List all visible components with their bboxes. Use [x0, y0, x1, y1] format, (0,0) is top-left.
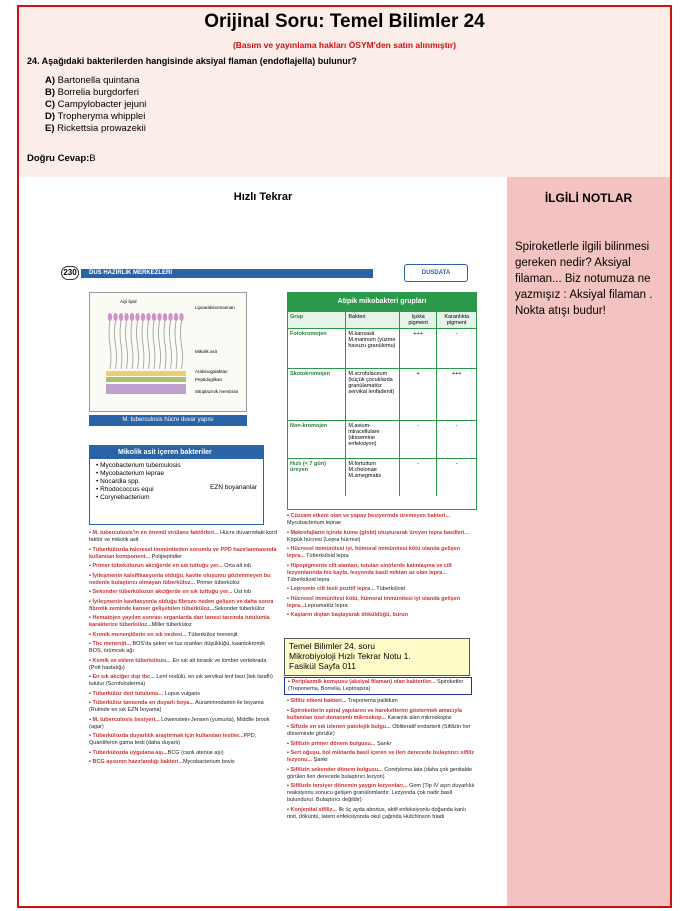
table-cell: - — [436, 329, 476, 368]
table-cell: +++ — [436, 369, 476, 420]
mycolic-box — [89, 445, 264, 525]
bullet-key: Hipopigmente cilt alanları, tutulan sinirlerde kalınlaşma ve cilt lezyonlarında his kaybı, lezyonda basil miktarı az olan lepra... — [287, 562, 452, 576]
question-header — [19, 7, 670, 177]
bullet-item: • BCG aşısının hazırlandığı bakteri...Mycobacterium bovis — [89, 759, 235, 765]
bullet-value: Obliteratif endarterit (Sifilizin her döneminde görülür) — [287, 724, 471, 737]
mycolic-side-note: EZN boyananlar — [210, 484, 257, 491]
bullet-key: BCG aşısının hazırlandığı bakteri... — [92, 759, 183, 765]
table-title: Atipik mikobakteri grupları — [288, 293, 476, 311]
bullet-value: Treponema pallidum — [346, 698, 398, 704]
correct-answer — [27, 153, 96, 164]
list-item: • Nocardia spp. — [96, 478, 141, 485]
bullet-value: Tüberküloid lepra — [304, 553, 349, 559]
answer-value: B — [89, 153, 96, 164]
bullet-item: • Kronik menenjitlerin en sık nedeni... Tüberküloz menenjit — [89, 631, 238, 638]
callout-line: Fasikül Sayfa 011 — [289, 661, 356, 671]
bullet-key: Spiroketlerin spiral yapılarını ve hareketlerini göstermek amacıyla kullanılan özel donanımlı mikroskop... — [287, 707, 462, 721]
label-arabinogalactan: Arabinogalaktan — [195, 369, 228, 374]
bullet-value: BOS'da şeker ve tuz oranları düşüklüğü, kaantokromik BOS, örümcek ağı — [89, 641, 266, 654]
options-list — [45, 75, 146, 135]
bullet-item: • Kaşların dıştan başlayarak döküldüğü, burun — [287, 612, 409, 618]
bullet-value: Löwenstein-Jensen (yumurta), Middlle brook (agar) — [89, 716, 270, 730]
acyl-lipid-head — [141, 313, 145, 321]
bullet-item: • Tüberkülozda hücresel immüniteden sorumlu ve PPD hazırlanmasında kullanılan komponent... Polipeptidler — [89, 546, 277, 560]
right-bullets-top — [287, 513, 475, 638]
bullet-value: Orta alt lob — [222, 563, 252, 569]
bullet-item: • Hematojen yayılım sonrası organlarda darı tanesi tarzında tutulumla karakterize tüberküloz...Miller tüberküloz — [89, 615, 270, 628]
cell-wall-diagram — [89, 292, 247, 412]
option-letter: A) — [45, 75, 56, 86]
bullet-value: Şankr — [375, 740, 392, 747]
mycolic-strand — [109, 321, 111, 369]
option-c[interactable] — [45, 99, 146, 111]
bullet-key: Sifilizde tersiyer dönemin yaygın lezyonları... — [290, 783, 408, 789]
acyl-lipid-head — [179, 313, 183, 321]
mycolic-strand — [159, 321, 161, 369]
list-item: • Corynebacterium — [96, 494, 150, 501]
bullet-key: Tüberkülozda hücresel immüniteden sorumlu ve PPD hazırlanmasında kullanılan komponent... — [89, 546, 277, 560]
acyl-lipid-head — [108, 313, 112, 321]
option-letter: B) — [45, 87, 56, 98]
label-membrane: Sitoplazmik membran — [195, 389, 239, 394]
bullet-value: İlk üç ayda abortus, aktif enfeksiyonlu doğanda kanlı rinit, döküntü, latent enfeksiyonda okul çağında Hutchinson triadı — [287, 806, 466, 820]
bullet-key: İyileşmenin kavitasyonla olduğu fibrozo neden gelişen ve daha sonra fibrotik zeminde kanser gelişebilen tüberküloz... — [89, 598, 274, 612]
table-cell: Fotokromojen — [290, 331, 327, 337]
bullet-item: • Sifilizin primer dönem bulgusu... Şankr — [287, 740, 392, 747]
mycolic-strand — [148, 321, 150, 369]
question-frame — [17, 5, 672, 908]
page-number: 230 — [61, 266, 79, 280]
notes-body: Spiroketlerle ilgili bilinmesi gereken nedir? Aksiyal filaman... Biz notumuza ne yazmışız : Aksiyal filaman . Nokta atışı budur! — [515, 241, 653, 317]
mycolic-strand — [170, 321, 172, 369]
table-cell: Non-kromojen — [290, 423, 328, 429]
membrane-layer — [106, 384, 186, 394]
acyl-lipid-head — [135, 313, 139, 321]
bullet-item: • Konjenital sifiliz... İlk üç ayda abortus, aktif enfeksiyonlu doğanda kanlı rinit, döküntü, latent enfeksiyonda okul çağında Hutchinson triadı — [287, 806, 466, 820]
bullet-value: Tüberküloid — [374, 586, 405, 592]
callout-line: Mikrobiyoloji Hızlı Tekrar Notu 1. — [289, 651, 411, 661]
acyl-lipid-head — [157, 313, 161, 321]
bullet-key: Lepromin cilt testi pozitif lepra... — [290, 586, 375, 592]
callout-line: Temel Bilimler 24. soru — [289, 641, 375, 651]
acyl-lipid-head — [174, 313, 178, 321]
mycolic-strand — [137, 321, 139, 369]
bullet-item: • En sık akciğer dışı tbc... Lenf nodülü, en sık servikal lenf bezi (tek taraflı) tutulur (Scrofuloderma) — [89, 674, 273, 687]
atypical-table — [287, 292, 477, 510]
bullet-item: • Kemik ve eklem tüberkülozu... En sık alt torasik ve lomber vertebrada (Pott hastalığı) — [89, 657, 267, 671]
table-cell: +++ — [399, 329, 437, 368]
bullet-item: • İyileşmenin kalsifikasyonla olduğu, kavite oluşumu gözlenmeyen bu nedenle bulaştırıcı olmayan tüberküloz... Primer tüberküloz — [89, 572, 271, 586]
table-cell: M.fortuitum M.chelonae M.smegmatis — [345, 459, 398, 496]
bullet-key: Tüberkülozda duyarlılık araştırmak için kullanılan testler... — [92, 733, 244, 739]
peptidoglycan-layer — [106, 377, 186, 382]
bullet-value: Condyloma lata (daha çok genitalde görülen ileri derecede bulaştırıcı lezyon) — [287, 766, 473, 780]
bullet-value: Köpük hücresi (Lepra hücresi) — [287, 536, 361, 543]
table-cell: + — [399, 369, 437, 420]
bullet-key: Sekonder tüberkülozun akciğerde en sık tuttuğu yer... — [92, 589, 233, 595]
mycolic-strand — [120, 321, 122, 369]
acyl-lipid-head — [113, 313, 117, 321]
cell-wall-illustration — [90, 293, 246, 411]
bullet-value: Lenf nodülü, en sık servikal lenf bezi (tek taraflı) tutulur (Scrofuloderma) — [89, 674, 273, 687]
option-e[interactable] — [45, 123, 146, 135]
mycolic-strand — [115, 321, 117, 369]
bullet-item: • Tüberkülozda duyarlılık araştırmak için kullanılan testler...PPD, Quantiferon gama testi (daha duyarlı) — [89, 733, 257, 746]
bullet-key: M. tuberculosis besiyeri... — [92, 716, 160, 723]
option-b[interactable] — [45, 87, 146, 99]
rights-notice: (Basım ve yayınlama hakları ÖSYM'den satın alınmıştır) — [232, 40, 457, 50]
mycolic-strand — [175, 321, 177, 369]
label-mycolic: Mikolik asit — [195, 349, 218, 354]
bullet-item: • Hücresel immünitesi kötü, hümoral immünitesi iyi olanda gelişen lepra...Lepramatöz lepra — [287, 595, 461, 609]
table-cell: - — [436, 459, 476, 496]
textbook-page — [59, 260, 477, 870]
publisher-logo: DUSDATA — [404, 264, 468, 282]
bullet-value: Tüberküloid lepra — [287, 576, 330, 583]
option-d[interactable] — [45, 111, 146, 123]
bullet-key: Sert oğuşu, bol miktarda basil içeren ve ileri derecede bulaştırıcı sifiliz lezyonu... — [287, 750, 475, 763]
bullet-value: Karanlık alan mikroskopisi — [386, 714, 452, 721]
bullet-value: Üst lob — [232, 589, 252, 595]
bullet-value: Mycobacterium leprae — [287, 520, 342, 526]
question-text: 24. Aşağıdaki bakterilerden hangisinde aksiyal flaman (endoflajella) bulunur? — [27, 56, 357, 66]
bullet-value: Lupus vulgaris — [163, 690, 201, 697]
bullet-key: Tüberküloz deri tutulumu... — [92, 690, 164, 697]
review-title: Hızlı Tekrar — [233, 191, 293, 203]
option-text: Campylobacter jejuni — [57, 99, 147, 110]
table-row — [288, 420, 476, 458]
table-cell: M.avium-intracellulare (dissemine enfeksiyon) — [345, 421, 398, 458]
mycolic-strand — [164, 321, 166, 369]
bullet-item: • Tüberküloz tanısında en duyarlı boya... Auraminrodamin ile boyama (Rutinde en sık EZN boyama) — [89, 700, 264, 713]
bullet-item: • Tüberkülozda uygulana aşı...BCG (canlı atenüe aşı) — [89, 749, 224, 756]
table-cell: - — [436, 421, 476, 458]
bullet-value: Spiroketler (Treponema, Borrelia, Leptospira) — [288, 679, 464, 692]
bullet-key: İyileşmenin kalsifikasyonla olduğu, kavite oluşumu gözlenmeyen bu nedenle bulaştırıcı olmayan tüberküloz... — [89, 572, 271, 586]
page-header-bar: DUS HAZIRLIK MERKEZLERİ — [81, 269, 373, 278]
acyl-lipid-head — [146, 313, 150, 321]
bullet-key: Sifilizin primer dönem bulgusu... — [290, 740, 376, 747]
label-acyl-lipid: Açil lipid — [120, 299, 137, 304]
bullet-item: • Sekonder tüberkülozun akciğerde en sık tuttuğu yer... Üst lob — [89, 589, 252, 595]
bullet-key: Cüzzam etkeni olan ve yapay besiyerinde üremeyen bakteri... — [290, 513, 451, 519]
list-item: • Mycobacterium tuberculosis — [96, 462, 181, 469]
bullet-value: Sekonder tüberküloz — [214, 605, 265, 612]
bullet-item: • Makrofajların içinde küme (globi) oluşturarak üreyen lepra basilleri... Köpük hücresi (Lepra hücresi) — [287, 529, 469, 543]
bullet-key: Hücresel immünitesi iyi, hümoral immünitesi kötü olanda gelişen lepra... — [287, 546, 461, 559]
bullet-value: Şankr — [312, 757, 328, 763]
bullet-key: Tüberküloz tanısında en duyarlı boya... — [92, 700, 194, 706]
bullet-key: Tüberkülozda uygulana aşı... — [92, 749, 168, 756]
table-row — [288, 458, 476, 496]
table-header: Karanlıkta pigment — [436, 312, 476, 328]
bullet-key: En sık akciğer dışı tbc... — [92, 674, 155, 680]
acyl-lipid-head — [119, 313, 123, 321]
bullet-item: • Spiroketlerin spiral yapılarını ve hareketlerini göstermek amacıyla kullanılan özel donanımlı mikroskop... Karanlık alan mikroskopisi — [287, 707, 462, 721]
bullet-key: Kemik ve eklem tüberkülozu... — [92, 657, 172, 664]
bullet-key: Hücresel immünitesi kötü, hümoral immünitesi iyi olanda gelişen lepra... — [287, 595, 461, 609]
bullet-value: Primer tüberküloz — [195, 579, 240, 586]
bullet-key: Konjenital sifiliz... — [290, 806, 337, 813]
bullet-value: Tüberküloz menenjit — [186, 631, 238, 638]
bullet-value: Hücre duvarındaki kord faktör ve mikolik asit — [89, 530, 277, 543]
acyl-lipid-head — [124, 313, 128, 321]
bullet-item: • Tüberküloz deri tutulumu... Lupus vulgaris — [89, 690, 201, 697]
source-callout — [284, 638, 470, 676]
bullet-key: Sifiliz etkeni bakteri... — [290, 698, 347, 704]
bullet-key: Kronik menenjitlerin en sık nedeni... — [92, 631, 187, 638]
bullet-item: • Sifilizde tersiyer dönemin yaygın lezyonları... Gom (Tip IV aşırı duyarlılık reaksiyonu sonucu gelişen granülomlardır. Lezyonda çok nadir basil bulundurur. Bulaştırıcı değildir) — [287, 783, 475, 803]
bullet-value: Polipeptidler — [150, 553, 182, 560]
table-cell: Skotokromojen — [290, 371, 331, 377]
mycolic-strand — [126, 321, 128, 369]
mycolic-title: Mikolik asit içeren bakteriler — [90, 446, 263, 459]
label-peptidoglycan: Peptidoglikan — [195, 377, 223, 382]
bullet-item: • Cüzzam etkeni olan ve yapay besiyerinde üremeyen bakteri... Mycobacterium leprae — [287, 513, 451, 526]
table-header: Grup — [290, 314, 304, 320]
highlight-text: • Periplazmik komşusu (aksiyal filaman) olan bakteriler... Spiroketler (Treponema, Borrelia, Leptospira) — [288, 679, 464, 692]
notes-panel — [507, 177, 670, 906]
acyl-lipid-head — [163, 313, 167, 321]
bullet-item: • Sert oğuşu, bol miktarda basil içeren ve ileri derecede bulaştırıcı sifiliz lezyonu... Şankr — [287, 750, 475, 763]
option-text: Bartonella quintana — [57, 75, 140, 86]
bullet-item: • Hipopigmente cilt alanları, tutulan sinirlerde kalınlaşma ve cilt lezyonlarında his kaybı, lezyonda basil miktarı az olan lepra... Tüberküloid lepra — [287, 562, 452, 583]
table-header: Bakteri — [345, 312, 398, 328]
bullet-value: Miller tüberküloz — [151, 622, 192, 628]
list-item: • Mycobacterium leprae — [96, 470, 165, 477]
bullet-item: • Sifilizin sekonder dönem bulgusu... Condyloma lata (daha çok genitalde görülen ileri derecede bulaştırıcı lezyon) — [287, 766, 473, 780]
bullet-item: • Tbc menenjit... BOS'da şeker ve tuz oranları düşüklüğü, kaantokromik BOS, örümcek ağı — [89, 641, 266, 654]
bullet-value: Lepramatöz lepra — [304, 602, 348, 609]
bullet-key: Sifilizin sekonder dönem bulgusu... — [290, 766, 383, 773]
acyl-lipid-head — [152, 313, 156, 321]
mycolic-strand — [131, 321, 133, 369]
bullet-value: BCG (canlı atenüe aşı) — [167, 749, 224, 756]
bullet-value: PPD, Quantiferon gama testi (daha duyarlı) — [89, 733, 257, 746]
bullet-item: • Sifizde en sık izlenen patolojik bulgu... Obliteratif endarterit (Sifilizin her döneminde görülür) — [287, 724, 471, 737]
page-title: Orijinal Soru: Temel Bilimler 24 — [204, 11, 485, 32]
highlighted-note — [284, 677, 472, 695]
mycolic-strand — [153, 321, 155, 369]
option-letter: D) — [45, 111, 56, 122]
option-letter: C) — [45, 99, 56, 110]
list-item: • Rhodococcus equi — [96, 486, 154, 493]
mycolic-strand — [181, 321, 183, 369]
option-text: Borrelia burgdorferi — [57, 87, 139, 98]
bullet-item: • Sifiliz etkeni bakteri... Treponema pallidum — [287, 698, 398, 704]
bullet-key: M. tuberculosis'in en önemli virülans faktörleri... — [92, 530, 219, 536]
table-row — [288, 368, 476, 420]
table-cell: M.scrofulaceum (küçük çocuklarda granülamatöz servikal lenfadenit) — [345, 369, 398, 420]
diagram-caption: M. tuberculosis hücre duvar yapısı — [89, 415, 247, 426]
bullet-item: • M. tuberculosis besiyeri... Löwenstein-Jensen (yumurta), Middlle brook (agar) — [89, 716, 270, 730]
table-header-row — [288, 311, 476, 328]
table-cell: - — [399, 459, 437, 496]
bullet-key: Makrofajların içinde küme (globi) oluşturarak üreyen lepra basilleri... — [290, 529, 469, 536]
acyl-lipid-head — [130, 313, 134, 321]
answer-label: Doğru Cevap: — [27, 153, 90, 164]
table-row — [288, 328, 476, 368]
left-bullets — [89, 530, 277, 769]
bullet-key: Hematojen yayılım sonrası organlarda darı tanesi tarzında tutulumla karakterize tüberküloz... — [89, 615, 270, 628]
bullet-value: Mycobacterium bovis — [182, 759, 235, 765]
bullet-key: Primer tübekülozun akciğerde en sık tuttuğu yer... — [92, 563, 223, 569]
mycolic-strand — [142, 321, 144, 369]
table-cell: - — [399, 421, 437, 458]
bullet-key: Periplazmik komşusu (aksiyal filaman) olan bakteriler... — [291, 679, 436, 685]
option-letter: E) — [45, 123, 55, 134]
bullet-key: Kaşların dıştan başlayarak döküldüğü, burun — [290, 612, 409, 618]
label-lam: Lipoarabinomannan — [195, 305, 235, 310]
bullet-value: En sık alt torasik ve lomber vertebrada (Pott hastalığı) — [89, 657, 267, 671]
bullet-item: • Hücresel immünitesi iyi, hümoral immünitesi kötü olanda gelişen lepra... Tüberküloid lepra — [287, 546, 461, 559]
bullet-value: Gom (Tip IV aşırı duyarlılık reaksiyonu sonucu gelişen granülomlardır. Lezyonda çok nadir basil bulundurur. Bulaştırıcı değildir) — [287, 783, 475, 803]
bullet-item: • Primer tübekülozun akciğerde en sık tuttuğu yer... Orta alt lob — [89, 563, 252, 569]
bullet-item: • M. tuberculosis'in en önemli virülans faktörleri... Hücre duvarındaki kord faktör ve mikolik asit — [89, 530, 277, 543]
bullet-value: Auraminrodamin ile boyama (Rutinde en sık EZN boyama) — [89, 700, 264, 713]
right-bullets-bottom — [287, 698, 475, 823]
option-text: Rickettsia prowazekii — [57, 123, 146, 134]
notes-title: İLGİLİ NOTLAR — [544, 191, 633, 205]
arabinogalactan-layer — [106, 371, 186, 376]
bullet-item: • Lepromin cilt testi pozitif lepra... Tüberküloid — [287, 586, 405, 592]
option-text: Tropheryma whipplei — [57, 111, 146, 122]
mycolic-list — [90, 459, 263, 502]
acyl-lipid-head — [168, 313, 172, 321]
bullet-key: Sifizde en sık izlenen patolojik bulgu... — [290, 724, 391, 730]
bullet-item: • İyileşmenin kavitasyonla olduğu fibrozo neden gelişen ve daha sonra fibrotik zeminde kanser gelişebilen tüberküloz...Sekonder tüberküloz — [89, 598, 274, 612]
bullet-key: Tbc menenjit... — [92, 641, 131, 647]
table-cell: Hızlı (< 7 gün) üreyen — [290, 461, 326, 473]
option-a[interactable] — [45, 75, 146, 87]
table-header: Işıkta pigment — [399, 312, 437, 328]
table-cell: M.kansasii M.marinum (yüzme havuzu granülomu) — [345, 329, 398, 368]
